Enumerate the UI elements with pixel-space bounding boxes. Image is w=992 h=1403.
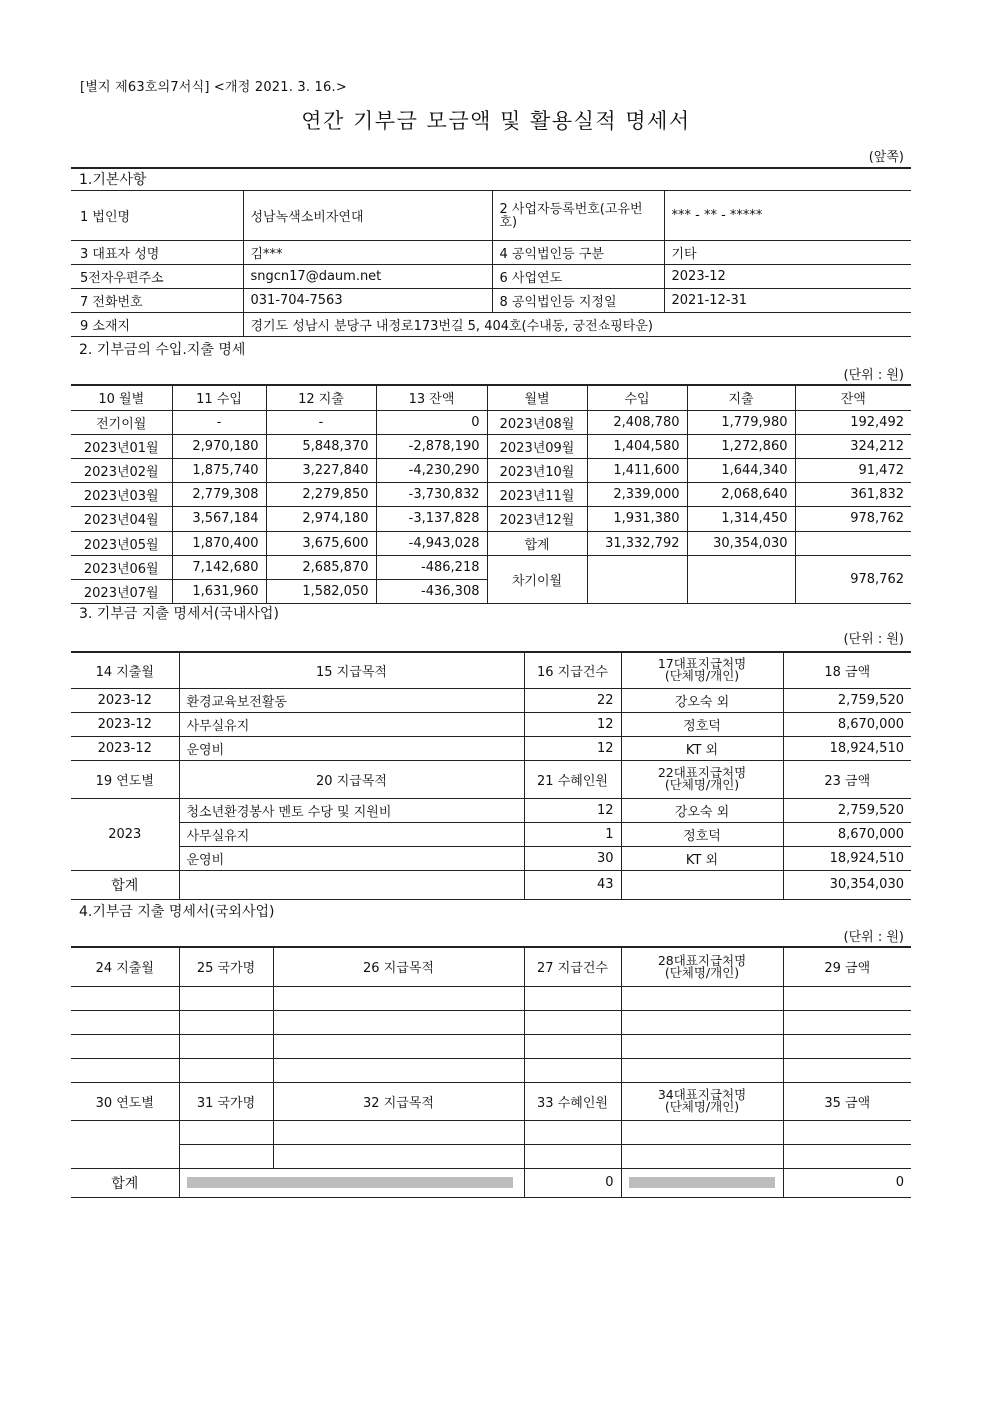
total-expense: 30,354,030 — [687, 531, 795, 555]
balance-cell: -436,308 — [376, 579, 487, 603]
balance-cell: 91,472 — [795, 458, 911, 482]
table-row — [71, 241, 911, 265]
unit-label: (단위 : 원) — [843, 632, 904, 647]
balance-cell: 361,832 — [795, 482, 911, 506]
balance-cell: -4,943,028 — [376, 531, 487, 555]
balance-cell: 324,212 — [795, 434, 911, 458]
month-cell: 2023년11월 — [487, 482, 587, 506]
table-row — [71, 986, 911, 1010]
column-header: 15 지급목적 — [179, 652, 524, 688]
total-label: 합계 — [487, 531, 587, 555]
column-header: 33 수혜인원 — [524, 1082, 621, 1120]
table-row — [71, 1034, 911, 1058]
amount-cell: 2,759,520 — [783, 688, 911, 712]
purpose-cell: 환경교육보전활동 — [179, 688, 524, 712]
column-header: 10 월별 — [71, 385, 172, 410]
balance-cell: 978,762 — [795, 506, 911, 531]
balance-cell: -3,137,828 — [376, 506, 487, 531]
table-header-row — [71, 760, 911, 798]
table-row — [71, 531, 911, 555]
table-row — [71, 1010, 911, 1034]
month-cell: 2023년07월 — [71, 579, 172, 603]
income-cell: 1,404,580 — [587, 434, 687, 458]
table-row — [71, 265, 911, 289]
month-cell: 2023년04월 — [71, 506, 172, 531]
purpose-cell: 운영비 — [179, 846, 524, 870]
table-row — [71, 798, 911, 822]
income-cell: 1,631,960 — [172, 579, 266, 603]
total-amount: 0 — [783, 1168, 911, 1197]
column-header: 19 연도별 — [71, 760, 179, 798]
header-line: (단체명/개인) — [664, 964, 740, 980]
field-value: *** - ** - ***** — [664, 191, 911, 241]
field-value: 김*** — [243, 241, 492, 265]
column-header: 35 금액 — [783, 1082, 911, 1120]
total-count: 0 — [524, 1168, 621, 1197]
income-cell: 2,970,180 — [172, 434, 266, 458]
section-domestic-title: 3. 기부금 지출 명세서(국내사업) — [79, 606, 279, 622]
table-row — [71, 846, 911, 870]
purpose-cell: 사무실유지 — [179, 822, 524, 846]
total-count: 43 — [524, 870, 621, 899]
field-value: 031-704-7563 — [243, 289, 492, 313]
table-row — [71, 688, 911, 712]
income-cell: 1,870,400 — [172, 531, 266, 555]
column-header: 21 수혜인원 — [524, 760, 621, 798]
field-label: 2 사업자등록번호(고유번호) — [492, 191, 664, 241]
expense-cell: 3,227,840 — [266, 458, 376, 482]
field-label: 5전자우편주소 — [71, 265, 243, 289]
column-header: 32 지급목적 — [273, 1082, 524, 1120]
expense-cell: 2,068,640 — [687, 482, 795, 506]
document-title: 연간 기부금 모금액 및 활용실적 명세서 — [301, 109, 691, 133]
total-amount: 30,354,030 — [783, 870, 911, 899]
field-label: 4 공익법인등 구분 — [492, 241, 664, 265]
carry-forward-income — [587, 555, 687, 603]
month-cell: 2023-12 — [71, 688, 179, 712]
total-label: 합계 — [71, 1168, 179, 1197]
column-header: 24 지출월 — [71, 947, 179, 986]
balance-cell: -486,218 — [376, 555, 487, 579]
column-header: 16 지급건수 — [524, 652, 621, 688]
count-cell: 1 — [524, 822, 621, 846]
table-header-row — [71, 947, 911, 986]
month-cell: 2023년06월 — [71, 555, 172, 579]
expense-cell: 1,644,340 — [687, 458, 795, 482]
month-cell: 2023년01월 — [71, 434, 172, 458]
balance-cell: 0 — [376, 410, 487, 434]
expense-cell: 1,272,860 — [687, 434, 795, 458]
shaded-bar — [187, 1177, 513, 1188]
amount-cell: 8,670,000 — [783, 712, 911, 736]
column-header: 지출 — [687, 385, 795, 410]
column-header: 25 국가명 — [179, 947, 273, 986]
amount-cell: 18,924,510 — [783, 736, 911, 760]
month-cell: 2023년10월 — [487, 458, 587, 482]
month-cell: 2023년08월 — [487, 410, 587, 434]
table-header-row — [71, 385, 911, 410]
column-header: 30 연도별 — [71, 1082, 179, 1120]
table-header-row — [71, 652, 911, 688]
table-row — [71, 870, 911, 899]
month-cell: 2023-12 — [71, 736, 179, 760]
header-line: 34대표지급처명 — [657, 1087, 747, 1102]
expense-cell: 2,279,850 — [266, 482, 376, 506]
balance-cell: -3,730,832 — [376, 482, 487, 506]
income-cell: - — [172, 410, 266, 434]
table-row — [71, 1058, 911, 1082]
total-label: 합계 — [71, 870, 179, 899]
field-value: 2023-12 — [664, 265, 911, 289]
section-income-title: 2. 기부금의 수입.지출 명세 — [79, 342, 246, 358]
expense-cell: 2,974,180 — [266, 506, 376, 531]
payee-cell: 강오숙 외 — [621, 688, 783, 712]
year-cell: 2023 — [71, 798, 179, 870]
carry-forward-label: 차기이월 — [487, 555, 587, 603]
expense-cell: 5,848,370 — [266, 434, 376, 458]
column-header — [621, 760, 783, 798]
month-cell: 2023-12 — [71, 712, 179, 736]
column-header: 23 금액 — [783, 760, 911, 798]
field-value: 기타 — [664, 241, 911, 265]
table-row — [71, 482, 911, 506]
basic-info-table — [71, 190, 911, 337]
section-overseas-title: 4.기부금 지출 명세서(국외사업) — [79, 904, 275, 920]
table-row — [71, 313, 911, 337]
table-row — [71, 712, 911, 736]
amount-cell: 18,924,510 — [783, 846, 911, 870]
column-header: 12 지출 — [266, 385, 376, 410]
address-value: 경기도 성남시 분당구 내정로173번길 5, 404호(수내동, 궁전쇼핑타운) — [243, 313, 911, 337]
income-cell: 3,567,184 — [172, 506, 266, 531]
field-value: sngcn17@daum.net — [243, 265, 492, 289]
count-cell: 12 — [524, 736, 621, 760]
expense-cell: 1,582,050 — [266, 579, 376, 603]
header-line: 28대표지급처명 — [657, 952, 747, 968]
balance-cell: -2,878,190 — [376, 434, 487, 458]
month-cell: 2023년12월 — [487, 506, 587, 531]
amount-cell: 2,759,520 — [783, 798, 911, 822]
column-header: 31 국가명 — [179, 1082, 273, 1120]
carry-forward-expense — [687, 555, 795, 603]
amount-cell: 8,670,000 — [783, 822, 911, 846]
column-header: 수입 — [587, 385, 687, 410]
income-cell: 2,779,308 — [172, 482, 266, 506]
count-cell: 12 — [524, 798, 621, 822]
unit-label: (단위 : 원) — [843, 368, 904, 383]
unit-label: (단위 : 원) — [843, 930, 904, 945]
field-label: 7 전화번호 — [71, 289, 243, 313]
month-cell: 전기이월 — [71, 410, 172, 434]
total-payee-blank — [621, 1168, 783, 1197]
table-row — [71, 434, 911, 458]
domestic-expense-table — [71, 651, 911, 900]
count-cell: 12 — [524, 712, 621, 736]
column-header — [621, 1082, 783, 1120]
month-cell: 2023년09월 — [487, 434, 587, 458]
income-cell: 2,339,000 — [587, 482, 687, 506]
income-cell: 7,142,680 — [172, 555, 266, 579]
table-row — [71, 555, 911, 579]
income-cell: 1,411,600 — [587, 458, 687, 482]
header-line: (단체명/개인) — [664, 668, 740, 684]
column-header: 20 지급목적 — [179, 760, 524, 798]
total-purpose-blank — [179, 1168, 524, 1197]
expense-cell: 1,779,980 — [687, 410, 795, 434]
column-header: 26 지급목적 — [273, 947, 524, 986]
column-header: 월별 — [487, 385, 587, 410]
field-label: 6 사업연도 — [492, 265, 664, 289]
field-value: 2021-12-31 — [664, 289, 911, 313]
purpose-cell: 운영비 — [179, 736, 524, 760]
header-line: 17대표지급처명 — [657, 656, 747, 672]
field-value: 성남녹색소비자연대 — [243, 191, 492, 241]
balance-cell: -4,230,290 — [376, 458, 487, 482]
column-header: 잔액 — [795, 385, 911, 410]
table-row — [71, 506, 911, 531]
table-row — [71, 458, 911, 482]
section-basic-title: 1.기본사항 — [71, 167, 911, 191]
table-row — [71, 736, 911, 760]
income-expense-table — [71, 384, 911, 604]
column-header: 27 지급건수 — [524, 947, 621, 986]
income-cell: 1,875,740 — [172, 458, 266, 482]
header-line: (단체명/개인) — [664, 1099, 740, 1114]
payee-cell: 정호덕 — [621, 712, 783, 736]
purpose-cell: 사무실유지 — [179, 712, 524, 736]
table-row — [71, 289, 911, 313]
table-row — [71, 1144, 911, 1168]
field-label: 3 대표자 성명 — [71, 241, 243, 265]
income-cell: 2,408,780 — [587, 410, 687, 434]
field-label: 8 공익법인등 지정일 — [492, 289, 664, 313]
expense-cell: 2,685,870 — [266, 555, 376, 579]
column-header: 18 금액 — [783, 652, 911, 688]
income-cell: 1,931,380 — [587, 506, 687, 531]
year-cell — [71, 1120, 179, 1168]
purpose-cell: 청소년환경봉사 멘토 수당 및 지원비 — [179, 798, 524, 822]
month-cell: 2023년02월 — [71, 458, 172, 482]
payee-cell: KT 외 — [621, 846, 783, 870]
column-header: 13 잔액 — [376, 385, 487, 410]
total-purpose — [179, 870, 524, 899]
expense-cell: - — [266, 410, 376, 434]
month-cell: 2023년03월 — [71, 482, 172, 506]
table-row — [71, 1168, 911, 1197]
column-header: 11 수입 — [172, 385, 266, 410]
month-cell: 2023년05월 — [71, 531, 172, 555]
count-cell: 22 — [524, 688, 621, 712]
payee-cell: 정호덕 — [621, 822, 783, 846]
total-balance — [795, 531, 911, 555]
table-row — [71, 191, 911, 241]
payee-cell: 강오숙 외 — [621, 798, 783, 822]
field-label: 1 법인명 — [71, 191, 243, 241]
payee-cell: KT 외 — [621, 736, 783, 760]
total-income: 31,332,792 — [587, 531, 687, 555]
count-cell: 30 — [524, 846, 621, 870]
page-side-label: (앞쪽) — [868, 150, 904, 165]
shaded-bar — [629, 1177, 775, 1188]
table-row — [71, 822, 911, 846]
expense-cell: 1,314,450 — [687, 506, 795, 531]
table-row — [71, 410, 911, 434]
table-row — [71, 1120, 911, 1144]
column-header — [621, 947, 783, 986]
carry-forward-value: 978,762 — [795, 555, 911, 603]
balance-cell: 192,492 — [795, 410, 911, 434]
field-label: 9 소재지 — [71, 313, 243, 337]
form-number: [별지 제63호의7서식] <개정 2021. 3. 16.> — [80, 80, 347, 95]
table-header-row — [71, 1082, 911, 1120]
column-header: 14 지출월 — [71, 652, 179, 688]
expense-cell: 3,675,600 — [266, 531, 376, 555]
column-header: 29 금액 — [783, 947, 911, 986]
column-header — [621, 652, 783, 688]
header-line: (단체명/개인) — [664, 777, 740, 792]
total-payee — [621, 870, 783, 899]
overseas-expense-table — [71, 946, 911, 1198]
header-line: 22대표지급처명 — [657, 765, 747, 780]
